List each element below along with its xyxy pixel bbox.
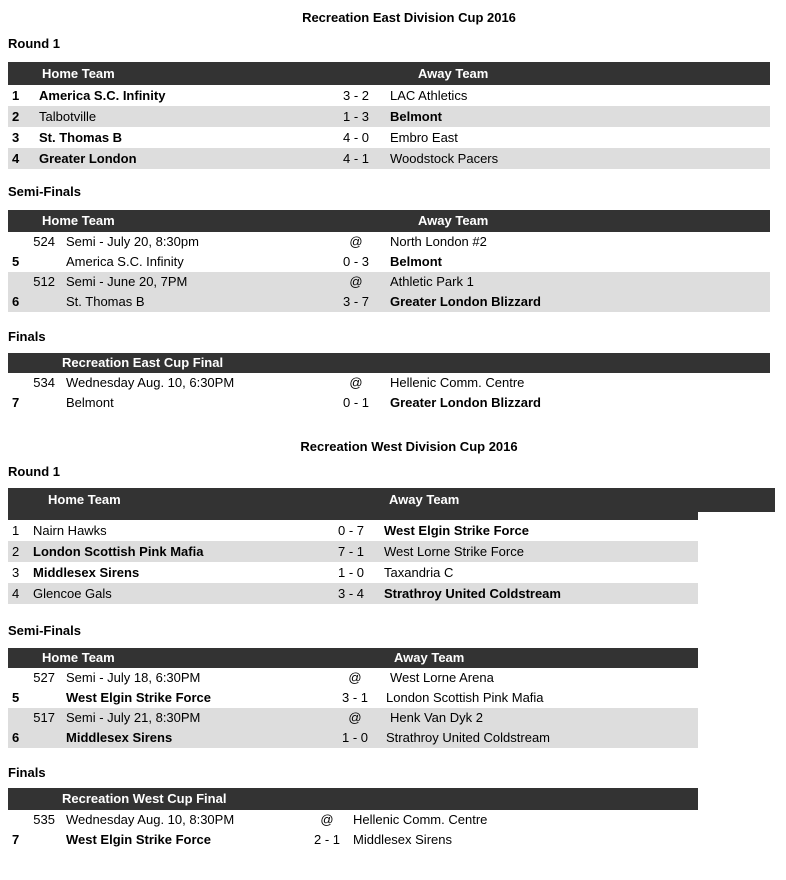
match-info: Semi - June 20, 7PM xyxy=(66,274,188,289)
away-team: Strathroy United Coldstream xyxy=(386,730,551,745)
home-team: St. Thomas B xyxy=(66,294,145,309)
match-block xyxy=(8,708,698,748)
column-header-home: Home Team xyxy=(42,66,115,81)
match-block xyxy=(8,668,698,708)
home-team: America S.C. Infinity xyxy=(39,88,166,103)
at-symbol: @ xyxy=(349,274,363,289)
west-semifinals-heading: Semi-Finals xyxy=(8,623,81,638)
match-number: 3 xyxy=(12,130,20,145)
home-team: Middlesex Sirens xyxy=(33,565,140,580)
west-round1-table xyxy=(8,488,698,604)
match-row xyxy=(8,106,770,127)
table-header xyxy=(8,353,770,373)
match-number: 3 xyxy=(12,565,20,580)
west-semifinals-table xyxy=(8,648,698,748)
match-number: 5 xyxy=(12,690,20,705)
column-header-home: Home Team xyxy=(42,213,115,228)
score: 3 - 4 xyxy=(337,586,364,601)
home-team: Nairn Hawks xyxy=(33,523,107,538)
match-row xyxy=(8,583,698,604)
column-header-away: Away Team xyxy=(418,66,489,81)
match-number: 4 xyxy=(12,151,20,166)
match-row xyxy=(8,562,698,583)
result-row xyxy=(8,252,770,272)
match-number: 7 xyxy=(12,395,20,410)
match-row xyxy=(8,520,698,541)
away-team: Greater London Blizzard xyxy=(390,395,541,410)
home-team: St. Thomas B xyxy=(39,130,123,145)
match-info: Wednesday Aug. 10, 8:30PM xyxy=(66,812,235,827)
game-number: 512 xyxy=(33,274,55,289)
table-header xyxy=(8,62,770,85)
home-team: Talbotville xyxy=(39,109,97,124)
column-header-away: Away Team xyxy=(394,650,465,665)
match-row xyxy=(8,85,770,106)
home-team: Belmont xyxy=(66,395,114,410)
schedule-row xyxy=(8,272,770,292)
column-header-away: Away Team xyxy=(418,213,489,228)
result-row xyxy=(8,688,698,708)
schedule-row xyxy=(8,373,770,393)
west-division-title: Recreation West Division Cup 2016 xyxy=(300,439,518,454)
column-header-home: Home Team xyxy=(48,492,121,507)
result-row xyxy=(8,830,698,850)
west-round1-heading: Round 1 xyxy=(8,464,60,479)
match-number: 1 xyxy=(12,523,20,538)
score: 7 - 1 xyxy=(337,544,364,559)
match-row xyxy=(8,148,770,169)
match-block xyxy=(8,232,770,272)
match-number: 4 xyxy=(12,586,20,601)
east-round1-table xyxy=(8,62,770,169)
score: 1 - 0 xyxy=(341,730,368,745)
west-finals-table xyxy=(8,788,698,850)
match-block xyxy=(8,810,698,850)
score: 0 - 7 xyxy=(337,523,364,538)
table-header-title: Recreation West Cup Final xyxy=(62,791,227,806)
table-header xyxy=(8,488,698,520)
match-info: Semi - July 21, 8:30PM xyxy=(66,710,201,725)
away-team: Embro East xyxy=(390,130,458,145)
home-team: Middlesex Sirens xyxy=(66,730,173,745)
game-number: 534 xyxy=(33,375,55,390)
score: 1 - 0 xyxy=(337,565,364,580)
east-semifinals-heading: Semi-Finals xyxy=(8,184,81,199)
score: 4 - 0 xyxy=(342,130,369,145)
game-number: 527 xyxy=(33,670,55,685)
schedule-row xyxy=(8,810,698,830)
home-team: West Elgin Strike Force xyxy=(66,690,211,705)
away-team: Belmont xyxy=(390,109,442,124)
match-block xyxy=(8,373,770,413)
match-number: 2 xyxy=(12,109,20,124)
away-team: Middlesex Sirens xyxy=(353,832,452,847)
score: 0 - 1 xyxy=(342,395,369,410)
result-row xyxy=(8,728,698,748)
score: 1 - 3 xyxy=(342,109,369,124)
game-number: 535 xyxy=(33,812,55,827)
score: 4 - 1 xyxy=(342,151,369,166)
score: 2 - 1 xyxy=(313,832,340,847)
match-info: Semi - July 20, 8:30pm xyxy=(66,234,199,249)
away-team: Greater London Blizzard xyxy=(390,294,541,309)
schedule-row xyxy=(8,668,698,688)
at-symbol: @ xyxy=(349,375,363,390)
column-header-home: Home Team xyxy=(42,650,115,665)
home-team: Glencoe Gals xyxy=(33,586,112,601)
home-team: Greater London xyxy=(39,151,137,166)
away-team: London Scottish Pink Mafia xyxy=(386,690,544,705)
score: 3 - 1 xyxy=(341,690,368,705)
table-header xyxy=(8,210,770,232)
page xyxy=(0,10,786,850)
at-symbol: @ xyxy=(348,670,362,685)
at-symbol: @ xyxy=(348,710,362,725)
venue: Athletic Park 1 xyxy=(390,274,474,289)
away-team: West Elgin Strike Force xyxy=(384,523,529,538)
schedule-row xyxy=(8,708,698,728)
east-semifinals-table xyxy=(8,210,770,312)
match-number: 6 xyxy=(12,294,20,309)
score: 0 - 3 xyxy=(342,254,369,269)
match-number: 5 xyxy=(12,254,20,269)
home-team: West Elgin Strike Force xyxy=(66,832,211,847)
schedule-row xyxy=(8,232,770,252)
match-number: 1 xyxy=(12,88,20,103)
match-number: 2 xyxy=(12,544,20,559)
match-info: Wednesday Aug. 10, 6:30PM xyxy=(66,375,235,390)
away-team: Strathroy United Coldstream xyxy=(384,586,561,601)
game-number: 524 xyxy=(33,234,55,249)
score: 3 - 7 xyxy=(342,294,369,309)
away-team: Woodstock Pacers xyxy=(390,151,499,166)
away-team: Taxandria C xyxy=(384,565,454,580)
match-block xyxy=(8,272,770,312)
east-finals-heading: Finals xyxy=(8,329,46,344)
score: 3 - 2 xyxy=(342,88,369,103)
game-number: 517 xyxy=(33,710,55,725)
venue: Hellenic Comm. Centre xyxy=(353,812,488,827)
match-number: 7 xyxy=(12,832,20,847)
result-row xyxy=(8,393,770,413)
venue: West Lorne Arena xyxy=(390,670,494,685)
result-row xyxy=(8,292,770,312)
away-team: West Lorne Strike Force xyxy=(384,544,524,559)
table-header xyxy=(8,788,698,810)
away-team: Belmont xyxy=(390,254,442,269)
east-round1-heading: Round 1 xyxy=(8,36,60,51)
away-team: LAC Athletics xyxy=(390,88,468,103)
match-row xyxy=(8,127,770,148)
column-header-away: Away Team xyxy=(389,492,460,507)
venue: Hellenic Comm. Centre xyxy=(390,375,525,390)
match-number: 6 xyxy=(12,730,20,745)
match-row xyxy=(8,541,698,562)
table-header-title: Recreation East Cup Final xyxy=(62,355,224,370)
at-symbol: @ xyxy=(320,812,334,827)
east-division-title: Recreation East Division Cup 2016 xyxy=(302,10,516,25)
venue: North London #2 xyxy=(390,234,487,249)
at-symbol: @ xyxy=(349,234,363,249)
venue: Henk Van Dyk 2 xyxy=(390,710,483,725)
table-header xyxy=(8,648,698,668)
east-finals-table xyxy=(8,353,770,413)
home-team: London Scottish Pink Mafia xyxy=(33,544,204,559)
match-info: Semi - July 18, 6:30PM xyxy=(66,670,201,685)
west-finals-heading: Finals xyxy=(8,765,46,780)
home-team: America S.C. Infinity xyxy=(66,254,184,269)
